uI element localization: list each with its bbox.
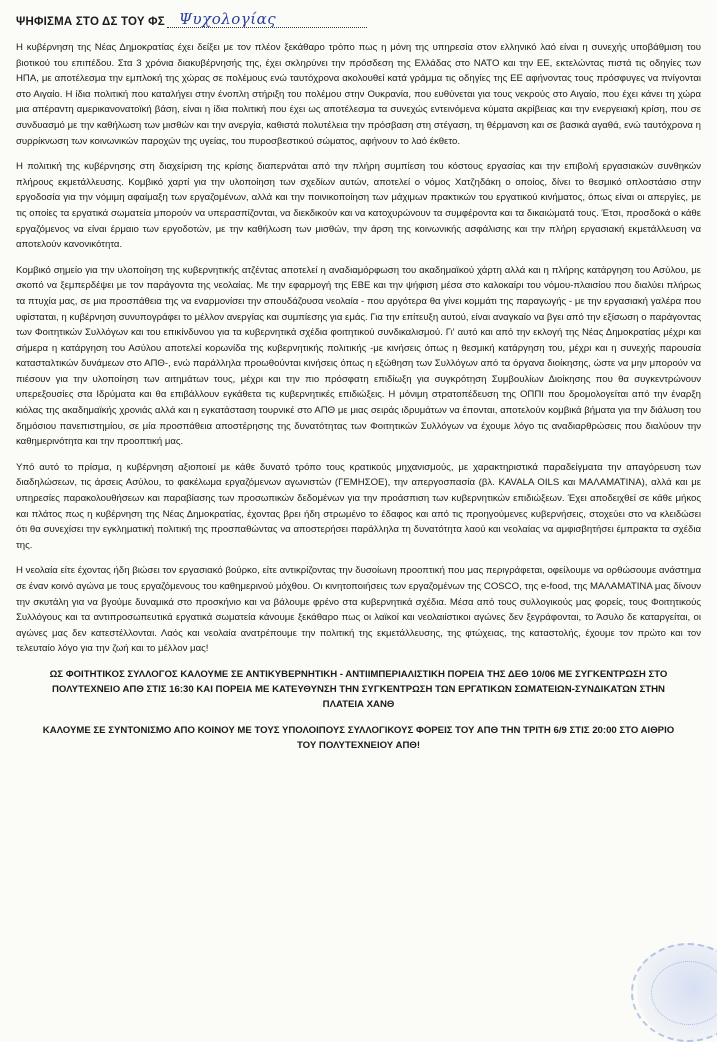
header-prefix: ΨΗΦΙΣΜΑ ΣΤΟ ΔΣ ΤΟΥ ΦΣ bbox=[16, 16, 165, 28]
closing-call-1: ΩΣ ΦΟΙΤΗΤΙΚΟΣ ΣΥΛΛΟΓΟΣ ΚΑΛΟΥΜΕ ΣΕ ΑΝΤΙΚΥΒΕΡΝΗΤΙΚΗ - ΑΝΤΙΙΜΠΕΡΙΑΛΙΣΤΙΚΗ ΠΟΡΕΙΑ ΤΗΣ ΔΕΘ 10/06 ΜΕ ΣΥΓΚΕΝΤΡΩΣΗ ΣΤΟ ΠΟΛΥΤΕΧΝΕΙΟ ΑΠΘ ΣΤΙΣ 16:30 ΚΑΙ ΠΟΡΕΙΑ ΜΕ ΚΑΤΕΥΘΥΝΣΗ ΤΗΝ ΣΥΓΚΕΝΤΡΩΣΗ ΤΩΝ ΕΡΓΑΤΙΚΩΝ ΣΩΜΑΤΕΙΩΝ-ΣΥΝΔΙΚΑΤΩΝ ΣΤΗΝ ΠΛΑΤΕΙΑ ΧΑΝΘ bbox=[49, 668, 668, 711]
handwritten-department: Ψυχολογίας bbox=[178, 10, 277, 28]
paragraph-5: Η νεολαία είτε έχοντας ήδη βιώσει τον εργασιακό βούρκο, είτε αντικρίζοντας την δυσοίωνη προοπτική που μας περιγράφεται, οφείλουμε να ορθώσουμε ανάστημα σε έναν κοινό αγώνα με τους εργαζόμενους του καθημερινού μόχθου. Οι κινητοποιήσεις των εργαζομένων της COSCO, της e-food, της ΜΑΛΑΜΑΤΙΝΑ μας δίνουν την σκυτάλη για να βγούμε δυναμικά στο προσκήνιο και να βάλουμε φρένο στα κυβερνητικά σχέδια. Μέσα από τους συλλογικούς μας φορείς, τους Φοιτητικούς Συλλόγους και τα αντιπροσωπευτικά εργατικά σωματεία κάνουμε ξεκάθαρο πως οι λαϊκοί και νεολαιίστικοι αγώνες δεν ξεγράφονται, το Άσυλο δε καταργείται, οι αγώνες μας δεν κατεστέλλονται. Λαός και νεολαία ανατρέπουμε την πολιτική της εκμετάλλευσης, της φτώχειας, της καταστολής, έχουμε τον πρώτο και τον τελευταίο λόγο για την ζωή και το μέλλον μας! bbox=[16, 565, 701, 655]
closing-call-2: ΚΑΛΟΥΜΕ ΣΕ ΣΥΝΤΟΝΙΣΜΟ ΑΠΟ ΚΟΙΝΟΥ ΜΕ ΤΟΥΣ ΥΠΟΛΟΙΠΟΥΣ ΣΥΛΛΟΓΙΚΟΥΣ ΦΟΡΕΙΣ ΤΟΥ ΑΠΘ ΤΗΝ ΤΡΙΤΗ 6/9 ΣΤΙΣ 20:00 ΣΤΟ ΑΙΘΡΙΟ ΤΟΥ ΠΟΛΥΤΕΧΝΕΙΟΥ ΑΠΘ! bbox=[42, 724, 675, 751]
document-header bbox=[16, 6, 701, 28]
ink-stamp-inner-ring bbox=[651, 961, 717, 1025]
resolution-body bbox=[16, 40, 701, 657]
paragraph-4: Υπό αυτό το πρίσμα, η κυβέρνηση αξιοποιεί με κάθε δυνατό τρόπο τους κρατικούς μηχανισμούς, με χαρακτηριστικά παραδείγματα την απαγόρευση των διαδηλώσεων, τις άρσεις Ασύλου, το φακέλωμα εργαζόμενων αγωνιστών (ΓΕΜΗΣΟΕ), την απεργοσπασία (βλ. KAVALA OILS και ΜΑΛΑΜΑΤΙΝΑ), αλλά και με υπηρεσίες παρακολουθήσεων και παραβίασης των προσωπικών δεδομένων για την προάσπιση των κυβερνητικών επιδιώξεων. Έχει αποδειχθεί σε κάθε μήκος και πλάτος πως η κυβέρνηση της Νέας Δημοκρατίας, έχοντας βρει ήδη στρωμένο το έδαφος και από τις προηγούμενες κυβερνήσεις, στοχεύει στο να κλειδώσει ότι θα συνεχίσει την εγκληματική πολιτική της προσπαθώντας να αποστερήσει παράλληλα τη δυνατότητα λαού και νεολαίας να αμφισβητήσει έμπρακτα τα σχέδια της. bbox=[16, 461, 701, 551]
paragraph-2: Η πολιτική της κυβέρνησης στη διαχείριση της κρίσης διαπερνάται από την πλήρη συμπίεση του κόστους εργασίας και την επιβολή εργασιακών συνθηκών πλήρους εκμετάλλευσης. Κομβικό χαρτί για την υλοποίηση των σχεδίων αυτών, αποτελεί ο νόμος Χατζηδάκη ο οποίος, δίνει το θεσμικό οπλοστάσιο στην εργοδοσία για την νόμιμη αφαίμαξη των εργαζομένων, αλλά και την ποινικοποίηση των μάχιμων πρακτικών του εργατικού κινήματος, όπως είναι οι απεργίες, με τις οποίες τα εργατικά σωματεία μπορούν να υπερασπίζονται, να διεκδικούν και να κατοχυρώνουν τα συμφέροντα και τα δικαιώματά τους. Έτσι, προσδοκά ο κάθε εργαζόμενος να είναι έρμαιο των εργοδοτών, με την καθήλωση των μισθών, την άρση της κοινωνικής ασφάλισης και την πλήρη εργασιακή εκμετάλλευση να αποτελούν κανονικότητα. bbox=[16, 161, 701, 251]
paragraph-1: Η κυβέρνηση της Νέας Δημοκρατίας έχει δείξει με τον πλέον ξεκάθαρο τρόπο πως η μόνη της υπηρεσία στον ελληνικό λαό είναι η συνεχής υποβάθμιση του βιοτικού του επιπέδου. Στα 3 χρόνια διακυβέρνησής της, έχει σκληρύνει την πρόσδεση της Ελλάδας στο ΝΑΤΟ και την ΕΕ, εκτελώντας πιστά τις οδηγίες των ΗΠΑ, με αποτέλεσμα την εμπλοκή της χώρας σε πολέμους ενώ ταυτόχρονα ακολουθεί κατά γράμμα τις οδηγίες της ΕΕ αφήνοντας τους πρόσφυγες να πνίγονται στο Αιγαίο. Η ίδια πολιτική που καταλήγει στην ένοπλη στήριξη του πολέμου στην Ουκρανία, που ευθύνεται για τους νεκρούς στο Αιγαίο, που έχει κάνει τη χώρα μια απέραντη αμερικανονατοϊκή βάση, είναι η ίδια πολιτική που έχει ως αποτέλεσμα τα συνεχώς εντεινόμενα κύματα ακρίβειας και την ενεργειακή κρίση, που σε συνδυασμό με την καθήλωση των μισθών και την ανεργία, καθιστά πολυτέλεια την πρόσβαση στη στέγαση, τη θέρμανση και σε βασικά αγαθά, ενώ ταυτόχρονα η συρρίκνωση των κοινωνικών παροχών της υγείας, του πυροσβεστικού σώματος, αφήνουν το λαό έκθετο. bbox=[16, 42, 701, 147]
paragraph-3: Κομβικό σημείο για την υλοποίηση της κυβερνητικής ατζέντας αποτελεί η αναδιαμόρφωση του ακαδημαϊκού χάρτη αλλά και η πλήρης κατάργηση του Ασύλου, με σκοπό να ξεμπερδέψει με τον παράγοντα της νεολαίας. Με την εφαρμογή της ΕΒΕ και την ψήφιση μέσα στο καλοκαίρι του νόμου-πλαισίου που διαλύει πλήρως τα πτυχία μας, σε μια προσπάθεια της να εναρμονίσει την σπουδάζουσα νεολαία - που αργότερα θα γίνει κομμάτι της παραγωγής - με την εργασιακή γαλέρα που υφίσταται, η κυβέρνηση συνυπογράφει το μέλλον ανεργίας και συμπίεσης για εμάς. Για την επίτευξη αυτού, είναι αναγκαίο να βγει από την εξίσωση ο παράγοντας των Φοιτητικών Συλλόγων και του επικίνδυνου για τα κυβερνητικά σχέδια φοιτητικού συνδικαλισμού. Γι' αυτό και από την εκλογή της Νέας Δημοκρατίας μέχρι και σήμερα η κατάργηση του Ασύλου αποτελεί κορωνίδα της κυβερνητικής πολιτικής -με κινήσεις όπως η θεσμική κατάργηση του, μέχρι και η συνεχής παρουσία κατασταλτικών δυνάμεων στο ΑΠΘ-, ενώ παράλληλα προωθούνται κινήσεις όπως η εξώθηση των Συλλόγων από τα όργανα διοίκησης, ώστε να μην μπορούν να πιέσουν για την υλοποίηση των αιτημάτων τους, μέχρι και την πιο πρόσφατη επιδίωξη για συγκρότηση Συμβουλίων Διοίκησης που θα συγκεντρώνουν υπερεξουσίες στα Ιδρύματα και θα επιβάλλουν εγκάθετα τις κυβερνητικές επιδιώξεις. Η μόνιμη στρατοπέδευση της ΟΠΠΙ που δρομολογείται από την έναρξη κιόλας της ακαδημαϊκής χρονιάς αλλά και η εγκατάσταση τουρνικέ στο ΑΠΘ με μιας σειράς ιδρυμάτων να έπονται, αποτελούν κομβικά βήματα για την διάλυση του δημόσιου πανεπιστημίου, σε μία προσπάθεια αποστέρησης της δυνατότητας των Φοιτητικών Συλλόγων να έχουμε λόγο τις αναδιαρθρώσεις που διαλύουν την καθημερινότητα και την προοπτική μας. bbox=[16, 264, 701, 448]
header-fill-line bbox=[167, 10, 367, 28]
